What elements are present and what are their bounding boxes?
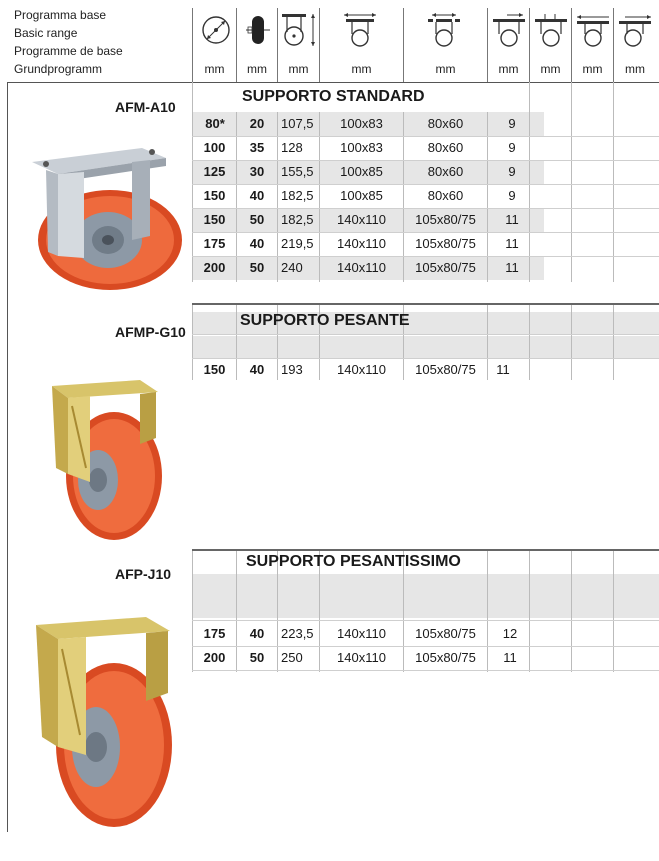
product-code: AFP-J10	[115, 566, 172, 582]
cell-plate: 140x110	[337, 650, 386, 665]
product-code: AFM-A10	[115, 99, 176, 115]
cell-bolt: 9	[508, 188, 516, 203]
cell-height: 182,5	[281, 212, 314, 227]
cell-plate: 140x110	[337, 212, 386, 227]
header-label-en: Basic range	[14, 26, 78, 40]
cell-diameter: 175	[203, 626, 226, 641]
cell-bolt: 9	[508, 116, 516, 131]
col-divider	[613, 305, 614, 380]
row-divider	[192, 334, 659, 335]
row-divider	[192, 620, 659, 621]
cell-holes: 105x80/75	[415, 212, 476, 227]
cell-holes: 105x80/75	[415, 260, 476, 275]
cell-diameter: 200	[203, 650, 226, 665]
cell-plate: 140x110	[337, 626, 386, 641]
caster-image-heavy	[42, 378, 167, 543]
header-rule	[7, 82, 659, 83]
col-divider	[529, 82, 530, 282]
cell-plate: 140x110	[337, 260, 386, 275]
cell-height: 128	[281, 140, 303, 155]
cell-width: 40	[249, 188, 265, 203]
col-divider	[613, 551, 614, 672]
row-divider	[192, 184, 659, 185]
cell-diameter: 80*	[205, 116, 225, 131]
total-height-icon	[279, 10, 319, 50]
unit-label: mm	[498, 62, 519, 76]
section-divider	[192, 549, 659, 551]
cell-bolt: 11	[505, 260, 519, 275]
cell-bolt: 9	[508, 164, 516, 179]
cell-bolt: 11	[503, 650, 517, 665]
header-label-de: Grundprogramm	[14, 62, 103, 76]
cell-bolt: 9	[508, 140, 516, 155]
row-shade	[192, 574, 659, 600]
cell-height: 240	[281, 260, 303, 275]
cell-diameter: 150	[203, 188, 226, 203]
cell-width: 40	[249, 626, 265, 641]
cell-width: 35	[249, 140, 265, 155]
col-divider	[571, 82, 572, 282]
cell-width: 50	[249, 650, 265, 665]
swivel-radius-icon	[615, 10, 655, 50]
bolt-hole-icon	[489, 10, 529, 50]
cell-diameter: 175	[203, 236, 226, 251]
cell-bolt: 11	[505, 212, 519, 227]
unit-label: mm	[288, 62, 309, 76]
cell-bolt: 12	[502, 626, 518, 641]
product-code: AFMP-G10	[115, 324, 186, 340]
cell-width: 40	[249, 236, 265, 251]
row-divider	[192, 358, 659, 359]
plate-size-icon	[340, 10, 380, 50]
col-divider	[192, 82, 193, 282]
cell-bolt: 11	[496, 362, 510, 377]
cell-plate: 100x83	[340, 116, 383, 131]
cell-diameter: 150	[203, 212, 226, 227]
unit-label: mm	[625, 62, 645, 76]
row-divider	[192, 160, 659, 161]
header-label-it: Programma base	[14, 8, 107, 22]
cell-height: 250	[281, 650, 303, 665]
col-divider	[529, 305, 530, 380]
cell-height: 107,5	[281, 116, 314, 131]
cell-height: 223,5	[281, 626, 314, 641]
row-shade	[192, 336, 659, 358]
cell-width: 40	[249, 362, 265, 377]
cell-plate: 100x85	[340, 188, 383, 203]
caster-image-extra-heavy	[30, 615, 180, 830]
cell-plate: 100x85	[340, 164, 383, 179]
unit-label: mm	[247, 62, 267, 76]
unit-label: mm	[582, 62, 603, 76]
hole-spacing-icon	[424, 10, 464, 50]
cell-holes: 80x60	[427, 140, 464, 155]
left-border	[7, 82, 8, 832]
cell-width: 30	[249, 164, 265, 179]
row-divider	[192, 646, 659, 647]
offset-icon	[573, 10, 613, 50]
cell-holes: 105x80/75	[415, 362, 476, 377]
cell-diameter: 100	[203, 140, 226, 155]
col-divider	[571, 551, 572, 672]
wheel-diameter-icon	[196, 10, 236, 50]
col-divider	[571, 305, 572, 380]
row-divider	[192, 232, 659, 233]
unit-label: mm	[540, 62, 561, 76]
cell-plate: 140x110	[337, 362, 386, 377]
cell-holes: 80x60	[427, 116, 464, 131]
unit-label: mm	[351, 62, 372, 76]
cell-width: 20	[249, 116, 265, 131]
wheel-width-icon	[238, 10, 278, 50]
cell-width: 50	[249, 212, 265, 227]
row-shade	[192, 600, 659, 618]
section-title: SUPPORTO PESANTE	[240, 312, 410, 329]
unit-label: mm	[435, 62, 456, 76]
cell-height: 219,5	[281, 236, 314, 251]
cell-holes: 105x80/75	[415, 236, 476, 251]
cell-holes: 80x60	[427, 164, 464, 179]
cell-plate: 100x83	[340, 140, 383, 155]
cell-height: 155,5	[281, 164, 314, 179]
caster-image-standard	[24, 140, 184, 295]
hole-alt-icon	[531, 10, 571, 50]
unit-label: mm	[204, 62, 225, 76]
cell-height: 182,5	[281, 188, 314, 203]
section-title: SUPPORTO PESANTISSIMO	[246, 553, 461, 570]
section-title: SUPPORTO STANDARD	[242, 88, 425, 105]
cell-diameter: 200	[203, 260, 226, 275]
col-divider	[613, 82, 614, 282]
cell-height: 193	[281, 362, 303, 377]
cell-width: 50	[249, 260, 265, 275]
section-divider	[192, 303, 659, 305]
header-spacer	[0, 6, 659, 8]
cell-holes: 105x80/75	[415, 650, 476, 665]
cell-diameter: 150	[203, 362, 226, 377]
cell-holes: 105x80/75	[415, 626, 476, 641]
cell-plate: 140x110	[337, 236, 386, 251]
row-divider	[192, 208, 659, 209]
row-divider	[192, 136, 659, 137]
cell-bolt: 11	[505, 236, 519, 251]
row-divider	[192, 256, 659, 257]
cell-holes: 80x60	[427, 188, 464, 203]
table-header	[0, 0, 659, 82]
cell-diameter: 125	[203, 164, 226, 179]
row-divider	[192, 670, 659, 671]
header-label-fr: Programme de base	[14, 44, 123, 58]
